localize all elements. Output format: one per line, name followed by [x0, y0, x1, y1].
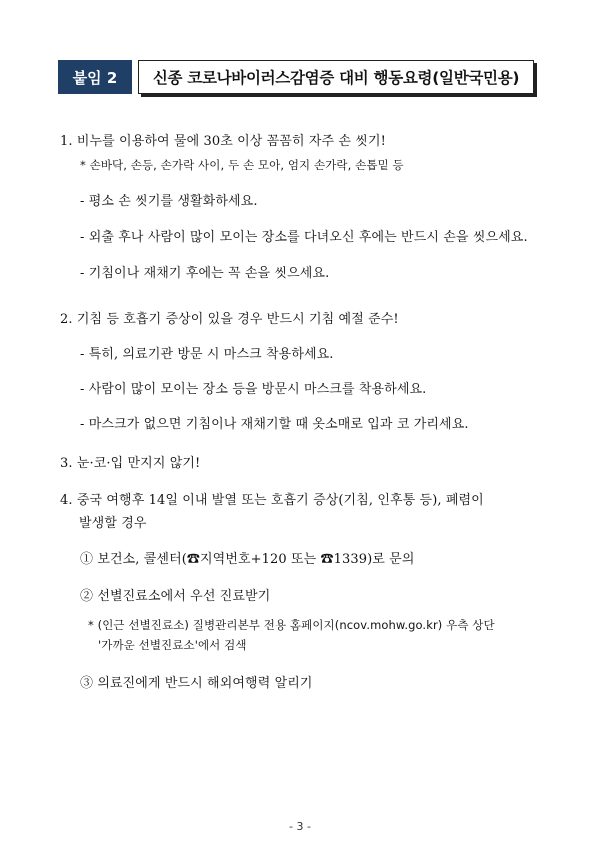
section-2-heading: 2. 기침 등 호흡기 증상이 있을 경우 반드시 기침 예절 준수! — [60, 312, 399, 327]
section-2-bullet-1: - 특히, 의료기관 방문 시 마스크 착용하세요. — [80, 347, 334, 362]
section-4-heading-line-1: 4. 중국 여행후 14일 이내 발열 또는 호흡기 증상(기침, 인후통 등), 폐렴이 — [60, 493, 484, 508]
section-4-item-1: ① 보건소, 콜센터(☎지역번호+120 또는 ☎1339)로 문의 — [80, 552, 415, 567]
section-4-note-line-1: * (인근 선별진료소) 질병관리본부 전용 홈페이지(ncov.mohw.go.kr) 우측 상단 — [88, 618, 495, 632]
section-4-item-2: ② 선별진료소에서 우선 진료받기 — [80, 589, 271, 604]
section-2-bullet-3: - 마스크가 없으면 기침이나 재채기할 때 옷소매로 입과 코 가리세요. — [80, 417, 469, 432]
section-1-bullet-2: - 외출 후나 사람이 많이 모이는 장소를 다녀오신 후에는 반드시 손을 씻으세요. — [80, 230, 528, 245]
document-title: 신종 코로나바이러스감염증 대비 행동요령(일반국민용) — [138, 60, 534, 94]
section-1-heading: 1. 비누를 이용하여 물에 30초 이상 꼼꼼히 자주 손 씻기! — [60, 134, 386, 149]
section-4-heading-line-2: 발생할 경우 — [79, 516, 147, 531]
section-3-heading: 3. 눈·코·입 만지지 않기! — [60, 456, 201, 471]
attachment-badge: 붙임 2 — [58, 60, 132, 94]
section-4-note-line-2: '가까운 선별진료소'에서 검색 — [98, 638, 247, 652]
section-1-bullet-3: - 기침이나 재채기 후에는 꼭 손을 씻으세요. — [80, 266, 330, 281]
section-2-bullet-2: - 사람이 많이 모이는 장소 등을 방문시 마스크를 착용하세요. — [80, 382, 427, 397]
section-4-item-3: ③ 의료진에게 반드시 해외여행력 알리기 — [80, 676, 313, 691]
section-1-bullet-1: - 평소 손 씻기를 생활화하세요. — [80, 194, 258, 209]
section-1-note: * 손바닥, 손등, 손가락 사이, 두 손 모아, 엄지 손가락, 손톱밑 등 — [80, 158, 404, 172]
page-number: - 3 - — [289, 820, 311, 833]
